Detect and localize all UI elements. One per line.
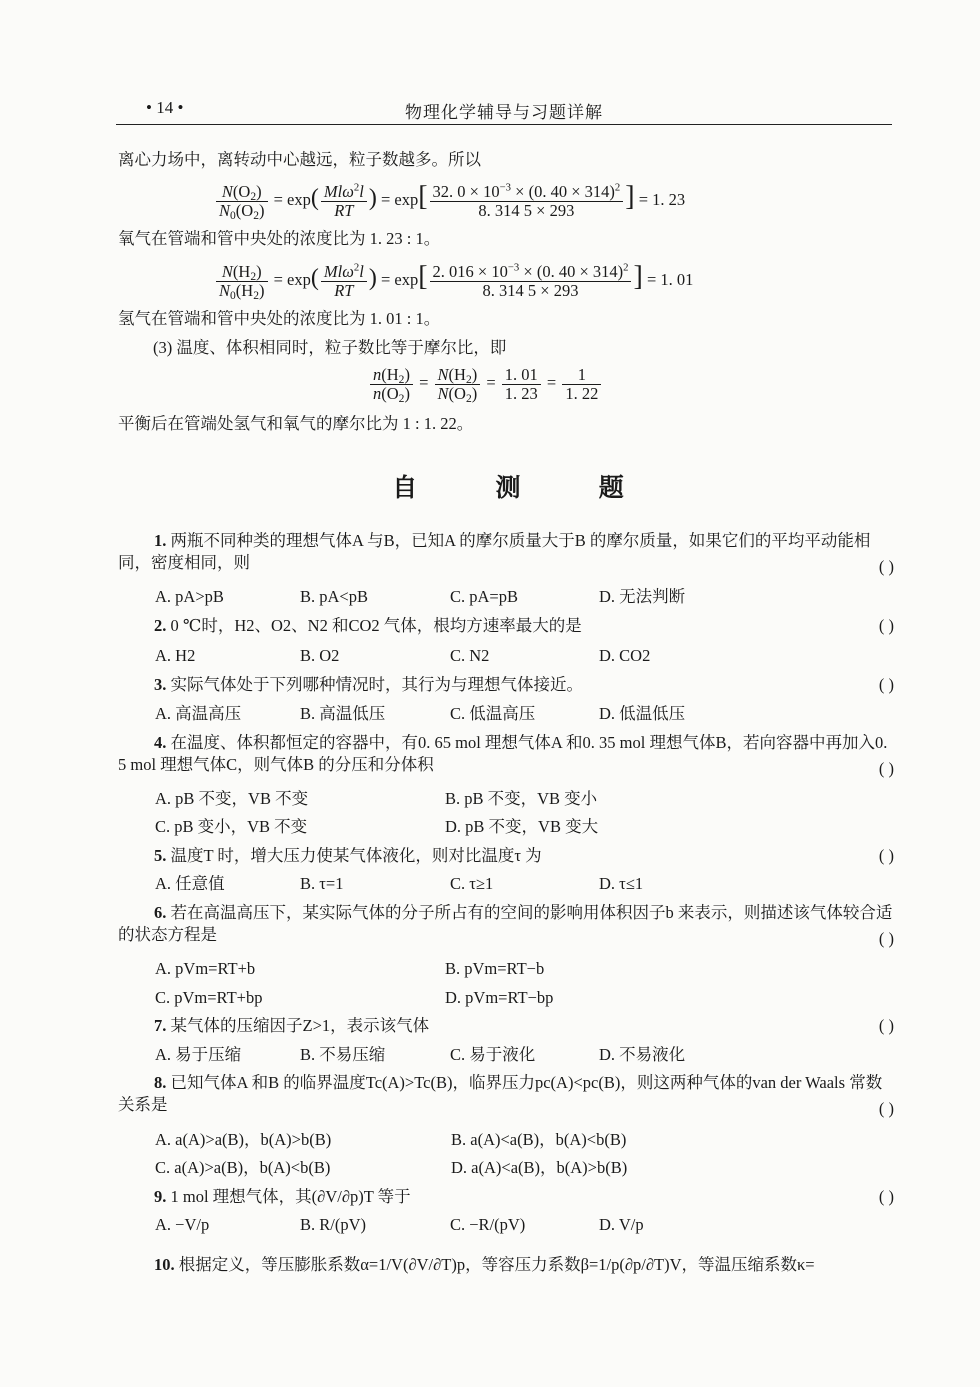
option-c[interactable]: C. pB 变小，VB 不变 [155,817,308,836]
question-8-options-row2 [155,1157,855,1179]
h2-conclusion: 氢气在管端和管中央处的浓度比为 1. 01 : 1。 [118,309,441,328]
option-d[interactable]: D. a(A)<a(B)，b(A)>b(B) [451,1158,628,1177]
question-1-options [155,586,855,608]
option-c[interactable]: C. pA=pB [450,587,518,606]
question-1: 1. 两瓶不同种类的理想气体A 与B，已知A 的摩尔质量大于B 的摩尔质量，如果它们的平均平动能相同，密度相同，则 ( ) [118,531,894,576]
question-8: 8. 已知气体A 和B 的临界温度Tc(A)>Tc(B)，临界压力pc(A)<pc(B)，则这两种气体的van der Waals 常数关系是 ( ) [118,1073,894,1118]
question-4: 4. 在温度、体积都恒定的容器中，有0. 65 mol 理想气体A 和0. 35 mol 理想气体B，若向容器中再加入0. 5 mol 理想气体C，则气体B 的分压和分体积 ( ) [118,733,894,778]
question-6-options-row2 [155,987,855,1009]
question-3: 3. 实际气体处于下列哪种情况时，其行为与理想气体接近。 ( ) [154,675,894,694]
page-header [116,96,892,125]
option-a[interactable]: A. 高温高压 [155,704,242,723]
o2-ratio-equation: $\frac{N(O_2)}{N_0(O_2)}$ = exp( $\frac{Ml\omega^2l}{RT}$ ) = exp[ $\frac{32. 0 \times 10^{-3} \times (0. 40 \times 314)^2}{8. 314 5 \times 293}$ ] = 1. 23 [214,178,685,220]
option-b[interactable]: B. 不易压缩 [300,1045,386,1064]
option-b[interactable]: B. R/(pV) [300,1215,366,1234]
o2-ratio-result: = 1. 23 [638,190,686,209]
option-d[interactable]: D. 无法判断 [599,587,686,606]
option-c[interactable]: C. −R/(pV) [450,1215,526,1234]
question-2-options [155,645,855,667]
book-title: 物理化学辅导与习题详解 [405,103,603,122]
option-a[interactable]: A. 易于压缩 [155,1045,242,1064]
option-a[interactable]: A. a(A)>a(B)，b(A)>b(B) [155,1130,332,1149]
page-number: • 14 • [146,98,184,117]
option-a[interactable]: A. pB 不变，VB 不变 [155,789,309,808]
option-a[interactable]: A. 任意值 [155,874,225,893]
option-a[interactable]: A. −V/p [155,1215,210,1234]
option-d[interactable]: D. 低温低压 [599,704,686,723]
option-b[interactable]: B. pVm=RT−b [445,959,545,978]
question-9-options [155,1214,855,1236]
h2-ratio-result: = 1. 01 [646,270,694,289]
option-c[interactable]: C. N2 [450,646,490,665]
question-8-options-row1 [155,1129,855,1151]
option-d[interactable]: D. τ≤1 [599,874,644,893]
option-c[interactable]: C. a(A)>a(B)，b(A)<b(B) [155,1158,331,1177]
o2-conclusion: 氧气在管端和管中央处的浓度比为 1. 23 : 1。 [118,229,441,248]
option-b[interactable]: B. pB 不变，VB 变小 [445,789,598,808]
h2-ratio-equation: $\frac{N(H_2)}{N_0(H_2)}$ = exp( $\frac{Ml\omega^2l}{RT}$ ) = exp[ $\frac{2. 016 \times 10^{-3} \times (0. 40 \times 314)^2}{8. 314 5 \times 293}$ ] = 1. 01 [214,258,693,300]
option-a[interactable]: A. H2 [155,646,196,665]
part3-intro: (3) 温度、体积相同时，粒子数比等于摩尔比，即 [153,338,507,357]
option-c[interactable]: C. 低温高压 [450,704,536,723]
option-b[interactable]: B. 高温低压 [300,704,386,723]
question-9: 9. 1 mol 理想气体，其(∂V/∂p)T 等于 ( ) [154,1187,894,1206]
molar-ratio-equation: $\frac{n(H_2)}{n(O_2)}$ = $\frac{N(H_2)}{N(O_2)}$ = $\frac{1. 01}{1. 23}$ = $\frac{1}{1. 22}$ [368,364,603,403]
question-4-options-row1 [155,788,855,810]
section-title: 自 测 题 [392,475,660,502]
question-5: 5. 温度T 时，增大压力使某气体液化，则对比温度τ 为 ( ) [154,846,894,865]
option-d[interactable]: D. CO2 [599,646,651,665]
question-6-options-row1 [155,958,855,980]
option-b[interactable]: B. O2 [300,646,340,665]
question-6: 6. 若在高温高压下，某实际气体的分子所占有的空间的影响用体积因子b 来表示，则描述该气体较合适的状态方程是 ( ) [118,903,894,948]
option-b[interactable]: B. pA<pB [300,587,368,606]
question-4-options-row2 [155,816,855,838]
final-conclusion: 平衡后在管端处氢气和氧气的摩尔比为 1 : 1. 22。 [118,414,474,433]
option-b[interactable]: B. a(A)<a(B)，b(A)<b(B) [451,1130,627,1149]
option-c[interactable]: C. τ≥1 [450,874,494,893]
option-d[interactable]: D. 不易液化 [599,1045,686,1064]
question-2: 2. 0 ℃时，H2、O2、N2 和CO2 气体，根均方速率最大的是 ( ) [154,616,894,635]
option-a[interactable]: A. pA>pB [155,587,224,606]
option-c[interactable]: C. 易于液化 [450,1045,536,1064]
option-d[interactable]: D. V/p [599,1215,644,1234]
option-a[interactable]: A. pVm=RT+b [155,959,256,978]
question-5-options [155,873,855,895]
solution-intro: 离心力场中，离转动中心越远，粒子数越多。所以 [118,150,481,169]
question-10: 10. 根据定义，等压膨胀系数α=1/V(∂V/∂T)p，等容压力系数β=1/p(∂p/∂T)V，等温压缩系数κ= [154,1255,815,1274]
question-3-options [155,703,855,725]
question-7: 7. 某气体的压缩因子Z>1，表示该气体 ( ) [154,1016,894,1035]
option-b[interactable]: B. τ=1 [300,874,344,893]
option-d[interactable]: D. pB 不变，VB 变大 [445,817,599,836]
question-7-options [155,1044,855,1066]
option-c[interactable]: C. pVm=RT+bp [155,988,263,1007]
option-d[interactable]: D. pVm=RT−bp [445,988,554,1007]
